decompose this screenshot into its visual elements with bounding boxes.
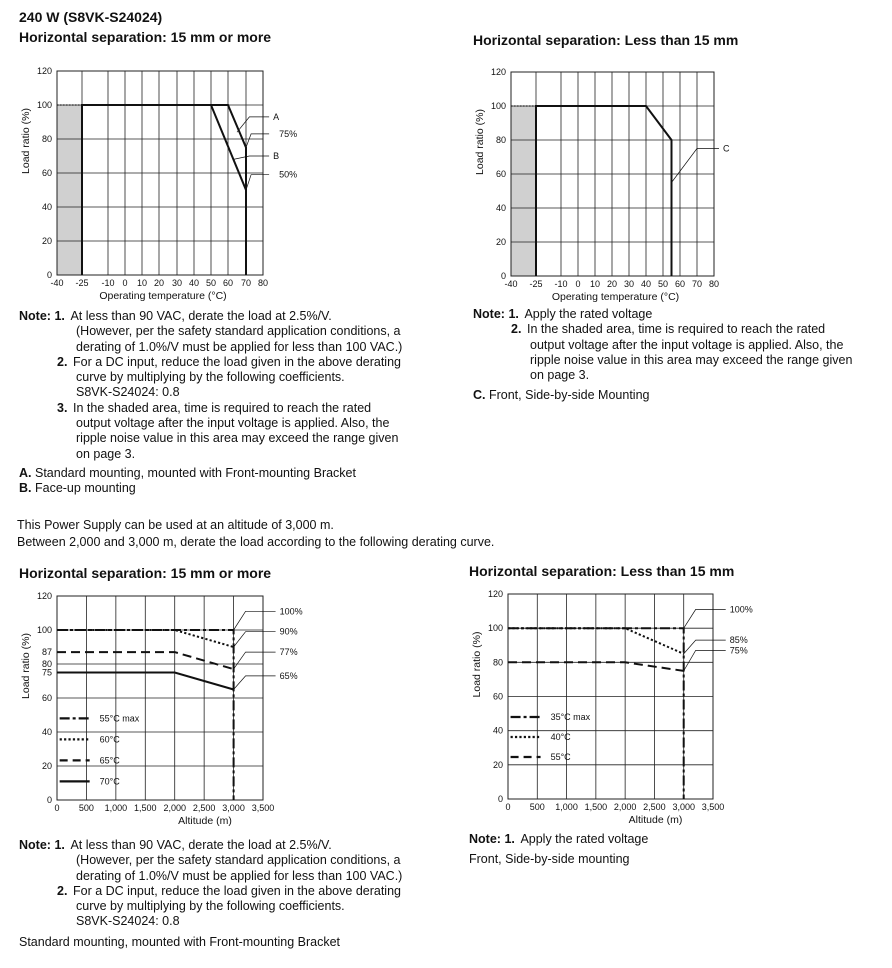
note-text: Apply the rated voltage [524, 307, 653, 321]
annotation-label: C [723, 143, 730, 154]
legend-label: 35°C max [550, 712, 591, 722]
note-text: (However, per the safety standard application conditions, a [76, 324, 401, 339]
annotation-label: B [273, 151, 280, 161]
annotation-leader [233, 156, 269, 159]
note-label: Note: [19, 838, 51, 852]
y-tick-label: 60 [41, 693, 52, 703]
legend-key-c: C. [473, 388, 486, 403]
notes-bottom-left [19, 838, 402, 950]
note-number: 1. [508, 307, 519, 321]
note-text: At less than 90 VAC, derate the load at 2.5%/V. [70, 838, 332, 852]
note-number: 3. [57, 400, 68, 415]
y-tick-label: 0 [500, 271, 506, 281]
annotation-label: 50% [279, 169, 298, 180]
y-tick-label: 80 [41, 134, 52, 144]
x-tick-label: 3,500 [251, 803, 275, 813]
x-tick-label: 1,000 [104, 803, 128, 813]
y-tick-label: 0 [46, 795, 52, 805]
grid [508, 594, 713, 799]
x-tick-label: 70 [691, 279, 703, 289]
legend-text-c: Front, Side-by-side Mounting [488, 388, 650, 403]
y-tick-label: 20 [495, 237, 506, 247]
note-label: Note: [473, 307, 505, 321]
x-tick-label: 10 [136, 278, 148, 288]
x-tick-label: 0 [54, 803, 60, 813]
note-text: curve by multiplying by the following coefficients. [76, 899, 345, 914]
note-text: output voltage after the input voltage is applied. Also, the [76, 416, 390, 431]
x-tick-label: 2,000 [613, 802, 637, 812]
legend-label: 55°C [550, 752, 571, 762]
annotation-leader [684, 609, 726, 628]
note-label: Note: [19, 309, 51, 323]
shaded-region [57, 105, 82, 275]
x-tick-label: -10 [554, 279, 568, 289]
chart-title-bottom-right: Horizontal separation: Less than 15 mm [469, 563, 735, 579]
annotation-label: 77% [279, 647, 298, 658]
annotation-label: A [273, 111, 280, 122]
x-tick-label: 500 [78, 803, 94, 813]
x-tick-label: 50 [205, 278, 217, 288]
y-tick-label: 20 [41, 761, 52, 771]
mounting-note: Standard mounting, mounted with Front-mounting Bracket [19, 934, 341, 949]
annotation-label: 100% [279, 606, 303, 617]
legend-label: 65°C [99, 755, 120, 766]
note-text: S8VK-S24024: 0.8 [76, 385, 180, 400]
note-text: curve by multiplying by the following coefficients. [76, 370, 345, 385]
annotation-leader [234, 611, 276, 630]
x-tick-label: -25 [529, 279, 543, 289]
note-text: For a DC input, reduce the load given in the above derating [73, 883, 401, 898]
model-heading: 240 W (S8VK-S24024) [19, 9, 163, 25]
y-tick-label: 60 [495, 169, 506, 179]
series-line-c [536, 106, 672, 276]
grid [511, 72, 714, 276]
annotation-leader [246, 175, 269, 190]
y-tick-label: 100 [36, 625, 52, 635]
x-axis-label: Operating temperature (°C) [99, 290, 227, 302]
notes-top-left [19, 309, 402, 497]
x-tick-label: 50 [657, 279, 669, 289]
y-tick-label: 87 [41, 647, 52, 658]
note-number: 1. [54, 309, 65, 323]
legend-label: 40°C [550, 732, 571, 742]
x-tick-label: 0 [575, 279, 581, 289]
x-tick-label: -40 [504, 279, 518, 289]
annotation-leader [234, 652, 276, 669]
x-tick-label: 3,000 [672, 802, 695, 812]
x-tick-label: -10 [101, 278, 115, 288]
x-tick-label: 30 [623, 279, 635, 289]
x-tick-label: 1,500 [584, 802, 608, 812]
note-text: In the shaded area, time is required to reach the rated [527, 322, 826, 337]
y-tick-label: 120 [36, 66, 52, 76]
annotation-leader [234, 632, 276, 647]
legend-label: 60°C [99, 734, 120, 745]
chart-title-bottom-left: Horizontal separation: 15 mm or more [19, 565, 272, 581]
annotation-leader [684, 640, 726, 654]
notes-top-right [473, 307, 852, 404]
x-tick-label: 3,000 [222, 803, 245, 813]
x-tick-label: 2,000 [163, 803, 186, 813]
x-tick-label: 2,500 [643, 802, 666, 812]
annotation-label: 65% [279, 670, 298, 681]
y-tick-label: 0 [46, 270, 52, 280]
altitude-text-line1: This Power Supply can be used at an altitude of 3,000 m. [17, 518, 334, 532]
note-text: At less than 90 VAC, derate the load at 2.5%/V. [70, 309, 332, 323]
annotation-label: 90% [279, 626, 298, 637]
y-tick-label: 120 [487, 589, 503, 599]
note-number: 2. [57, 354, 68, 369]
legend-label: 70°C [99, 776, 120, 787]
chart-title-top-left: Horizontal separation: 15 mm or more [19, 29, 272, 45]
y-tick-label: 60 [492, 691, 503, 702]
y-tick-label: 100 [490, 101, 506, 111]
legend-key-b: B. [19, 481, 32, 496]
y-tick-label: 80 [492, 657, 503, 668]
y-tick-label: 0 [497, 794, 503, 804]
y-tick-label: 80 [495, 135, 506, 145]
x-tick-label: 20 [153, 278, 165, 288]
grid [57, 71, 263, 275]
x-axis-label: Altitude (m) [628, 814, 683, 826]
y-axis-label: Load ratio (%) [471, 631, 483, 698]
x-tick-label: 40 [188, 278, 200, 288]
x-tick-label: 0 [505, 802, 511, 812]
x-tick-label: 2,500 [192, 803, 216, 813]
legend-key-a: A. [19, 465, 32, 480]
x-tick-label: 20 [606, 279, 618, 289]
x-tick-label: 60 [222, 278, 234, 288]
annotation-label: 100% [729, 604, 753, 615]
x-tick-label: 80 [257, 278, 269, 288]
note-number: 2. [57, 883, 68, 898]
x-tick-label: 1,000 [555, 802, 578, 812]
note-text: ripple noise value in this area may exceed the range given [530, 352, 853, 367]
legend-text-b: Face-up mounting [34, 481, 136, 496]
note-text: Apply the rated voltage [520, 832, 649, 846]
note-text: derating of 1.0%/V must be applied for less than 100 VAC.) [76, 868, 403, 883]
y-axis-label: Load ratio (%) [20, 108, 32, 174]
altitude-text-line2: Between 2,000 and 3,000 m, derate the load according to the following derating curve. [17, 535, 495, 549]
y-tick-label: 40 [495, 203, 506, 213]
annotation-leader [246, 134, 269, 148]
x-axis-label: Operating temperature (°C) [551, 291, 680, 303]
x-tick-label: -25 [75, 278, 89, 288]
x-tick-label: 70 [240, 278, 252, 288]
y-axis-label: Load ratio (%) [474, 109, 486, 175]
note-text: (However, per the safety standard application conditions, a [76, 853, 401, 868]
annotation-leader [237, 117, 269, 132]
y-tick-label: 75 [41, 667, 52, 678]
note-text: output voltage after the input voltage is applied. Also, the [530, 337, 844, 352]
y-tick-label: 20 [41, 236, 52, 246]
annotation-label: 85% [729, 635, 748, 646]
y-tick-label: 20 [492, 759, 503, 770]
y-tick-label: 100 [36, 100, 52, 110]
annotation-label: 75% [729, 645, 748, 656]
note-text: ripple noise value in this area may exceed the range given [76, 431, 399, 446]
x-tick-label: 3,500 [701, 802, 725, 812]
x-tick-label: 80 [708, 279, 720, 289]
annotation-label: 75% [279, 128, 298, 139]
y-tick-label: 120 [36, 591, 52, 601]
x-tick-label: 10 [589, 279, 601, 289]
y-tick-label: 40 [492, 725, 503, 736]
annotation-leader [672, 149, 720, 183]
note-text: In the shaded area, time is required to reach the rated [73, 400, 372, 415]
x-tick-label: 40 [640, 279, 652, 289]
y-tick-label: 60 [41, 168, 52, 178]
mounting-note: Front, Side-by-side mounting [469, 852, 630, 867]
x-tick-label: 0 [122, 278, 128, 288]
x-tick-label: 30 [171, 278, 183, 288]
note-text: on page 3. [76, 446, 136, 461]
grid [57, 596, 263, 800]
y-tick-label: 100 [487, 623, 503, 634]
y-tick-label: 40 [41, 727, 52, 737]
x-tick-label: 60 [674, 279, 686, 289]
y-tick-label: 120 [490, 67, 506, 77]
shaded-region [511, 106, 536, 276]
note-label: Note: [469, 832, 501, 846]
note-text: derating of 1.0%/V must be applied for less than 100 VAC.) [76, 339, 403, 354]
note-text: For a DC input, reduce the load given in the above derating [73, 354, 401, 369]
chart-title-top-right: Horizontal separation: Less than 15 mm [473, 32, 739, 48]
x-axis-label: Altitude (m) [178, 815, 232, 827]
note-text: on page 3. [530, 368, 590, 383]
x-tick-label: 1,500 [134, 803, 157, 813]
note-number: 2. [511, 322, 522, 337]
note-number: 1. [504, 832, 515, 846]
series-line-b [82, 105, 246, 275]
notes-bottom-right [469, 832, 648, 868]
annotation-leader [234, 676, 276, 690]
y-tick-label: 80 [41, 659, 52, 669]
note-text: S8VK-S24024: 0.8 [76, 914, 180, 929]
legend-label: 55°C max [99, 713, 140, 724]
legend-text-a: Standard mounting, mounted with Front-mounting Bracket [34, 465, 356, 480]
x-tick-label: 500 [529, 802, 545, 812]
y-tick-label: 40 [41, 202, 52, 212]
y-axis-label: Load ratio (%) [20, 633, 32, 699]
x-tick-label: -40 [50, 278, 64, 288]
annotation-leader [684, 650, 726, 671]
note-number: 1. [54, 838, 65, 852]
